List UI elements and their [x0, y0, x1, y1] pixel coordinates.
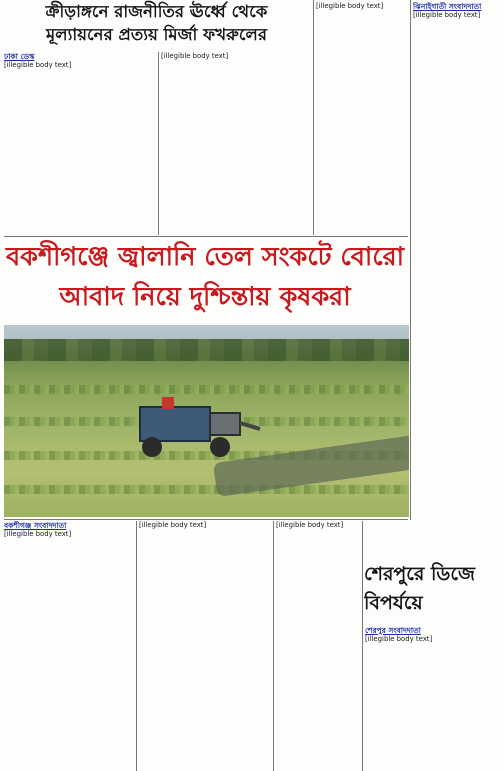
treeline	[4, 339, 409, 361]
main-article-col-1-text: [illegible body text]	[4, 530, 72, 538]
section-rule	[4, 519, 408, 520]
main-article-col-2-text: [illegible body text]	[139, 521, 207, 529]
column-rule	[158, 52, 159, 235]
column-rule	[273, 521, 274, 771]
top-article-col-2	[161, 52, 313, 235]
main-article-byline: বকশীগঞ্জ সংবাদদাতা	[4, 521, 67, 530]
main-article-col-1	[4, 521, 134, 771]
top-article-col-1-text: [illegible body text]	[4, 61, 72, 69]
column-rule	[136, 521, 137, 771]
middle-column	[316, 2, 406, 235]
column-rule	[362, 521, 363, 771]
top-article-col-1	[4, 52, 156, 235]
middle-column-text: [illegible body text]	[316, 2, 384, 10]
sherpur-article	[365, 626, 502, 771]
main-article-col-2	[139, 521, 271, 771]
main-article-col-3-text: [illegible body text]	[276, 521, 344, 529]
main-article-col-3	[276, 521, 362, 771]
crop-row	[4, 485, 409, 494]
column-rule	[313, 0, 314, 235]
top-article-byline: ঢাকা ডেস্ক	[4, 52, 35, 61]
sherpur-byline: শেরপুর সংবাদদাতা	[365, 626, 421, 635]
right-column-byline: ঝিনাইগাতী সংবাদদাতা	[413, 2, 482, 11]
column-rule	[410, 0, 411, 520]
top-article-headline: ক্রীড়াঙ্গনে রাজনীতির ঊর্ধ্বে থেকে মূল্যায়নের প্রত্যয় মির্জা ফখরুলের	[45, 1, 268, 44]
diesel-pump-machine	[122, 389, 262, 467]
sherpur-headline: শেরপুরে ডিজে বিপর্যয়ে	[364, 563, 476, 614]
main-article-headline: বকশীগঞ্জে জ্বালানি তেল সংকটে বোরো আবাদ নিয়ে দুশ্চিন্তায় কৃষকরা	[5, 242, 404, 312]
top-article-col-2-text: [illegible body text]	[161, 52, 229, 60]
field-photo	[4, 325, 409, 517]
right-column-text: [illegible body text]	[413, 11, 481, 19]
right-column-article	[413, 2, 502, 517]
sherpur-text: [illegible body text]	[365, 635, 433, 643]
